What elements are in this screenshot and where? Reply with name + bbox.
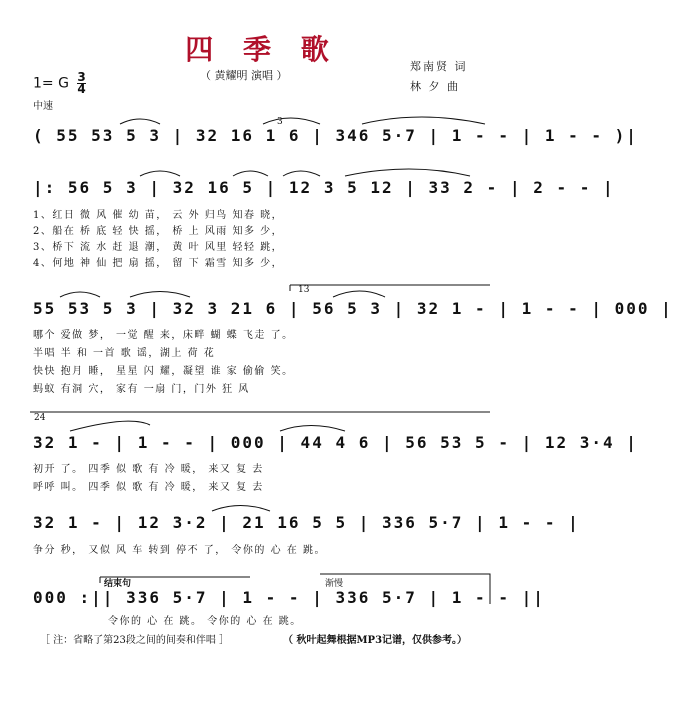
system-4-notes: 32 1 - | 1 - - | 000 | 44 4 6 | 56 53 5 - | 12 3·4 | [33,433,638,452]
system-3-lyric-2: 半唱 半 和 一首 歌 谣，湖上 荷 花 [33,348,216,359]
system-6-notes: 000 :|| 336 5·7 | 1 - - | 336 5·7 | 1 - - || [33,588,545,607]
system-1-notes: ( 55 53 5 3 | 32 16 1 6 | 346 5·7 | 1 - - | 1 - - )| [33,126,638,145]
footnote-transcription: （ 秋叶起舞根据MP3记谱，仅供参考。） [283,635,468,646]
bar-number-13: 13 [298,285,310,295]
slur-line [120,119,160,124]
slur-line [130,292,190,298]
system-2-notes: |: 56 5 3 | 32 16 5 | 12 3 5 12 | 33 2 - | 2 - - | [33,178,615,197]
composer-credit: 林 夕 曲 [410,80,460,93]
system-2-lyric-2: 2、船在 桥 底 轻 快 摇， 桥 上 风雨 知多 少， [33,226,284,237]
system-5-lyric-1: 争分 秒， 又似 风 车 转到 停不 了， 令你的 心 在 跳。 [33,545,326,556]
system-4-lyric-2: 呼呼 叫。 四季 似 歌 有 冷 暖， 来又 复 去 [33,482,264,493]
slur-line [263,118,320,124]
slur-group [30,117,490,604]
tie-line [345,169,470,176]
triplet-mark: 3 [277,117,283,127]
slur-line [212,506,270,512]
ending-label: 结束句 [104,579,132,589]
tie-line [333,291,385,297]
tie-line [362,117,485,124]
ritardando-bracket [320,574,490,604]
time-signature-bottom: 4 [77,82,86,96]
ritardando-label: 渐慢 [325,579,344,589]
bar-number-24: 24 [34,413,46,423]
system-2-lyric-4: 4、何地 神 仙 把 扇 摇， 留 下 霜雪 知多 少， [33,258,284,269]
tempo-marking: 中速 [33,101,53,112]
system-5-notes: 32 1 - | 12 3·2 | 21 16 5 5 | 336 5·7 | 1 - - | [33,513,580,532]
tie-line [70,421,150,431]
system-2-lyric-1: 1、红日 微 风 催 幼 苗， 云 外 归鸟 知春 晓， [33,210,284,221]
system-3-lyric-1: 哪个 爱做 梦， 一觉 醒 来，床畔 蝴 蝶 飞走 了。 [33,330,294,341]
slur-line [283,171,320,176]
lyricist-credit: 郑南贤 词 [410,60,468,73]
slur-line [140,171,180,176]
time-signature-top: 3 [77,70,86,84]
system-3-notes: 55 53 5 3 | 32 3 21 6 | 56 5 3 | 32 1 - | 1 - - | 000 | [33,299,673,318]
slur-line [60,292,100,297]
system-6-lyric-1: 令你的 心 在 跳。 令你的 心 在 跳。 [108,616,302,627]
slur-line [280,426,345,432]
key-label: 1= G [33,75,69,92]
system-4-lyric-1: 初开 了。 四季 似 歌 有 冷 暖， 来又 复 去 [33,464,264,475]
footnote-omission: ［ 注：省略了第23段之间的间奏和伴唱 ］ [40,635,230,646]
system-2-lyric-3: 3、桥下 流 水 赶 退 潮， 黄 叶 风里 轻轻 跳， [33,242,284,253]
system-3-lyric-3: 快快 抱月 睡， 星星 闪 耀，凝望 谁 家 偷偷 笑。 [33,366,294,377]
system-3-lyric-4: 蚂蚁 有洞 穴， 家有 一扇 门，门外 狂 风 [33,384,250,395]
singer-credit: （ 黄耀明 演唱 ） [200,69,288,82]
song-title: 四 季 歌 [185,33,339,66]
slur-line [233,171,268,176]
